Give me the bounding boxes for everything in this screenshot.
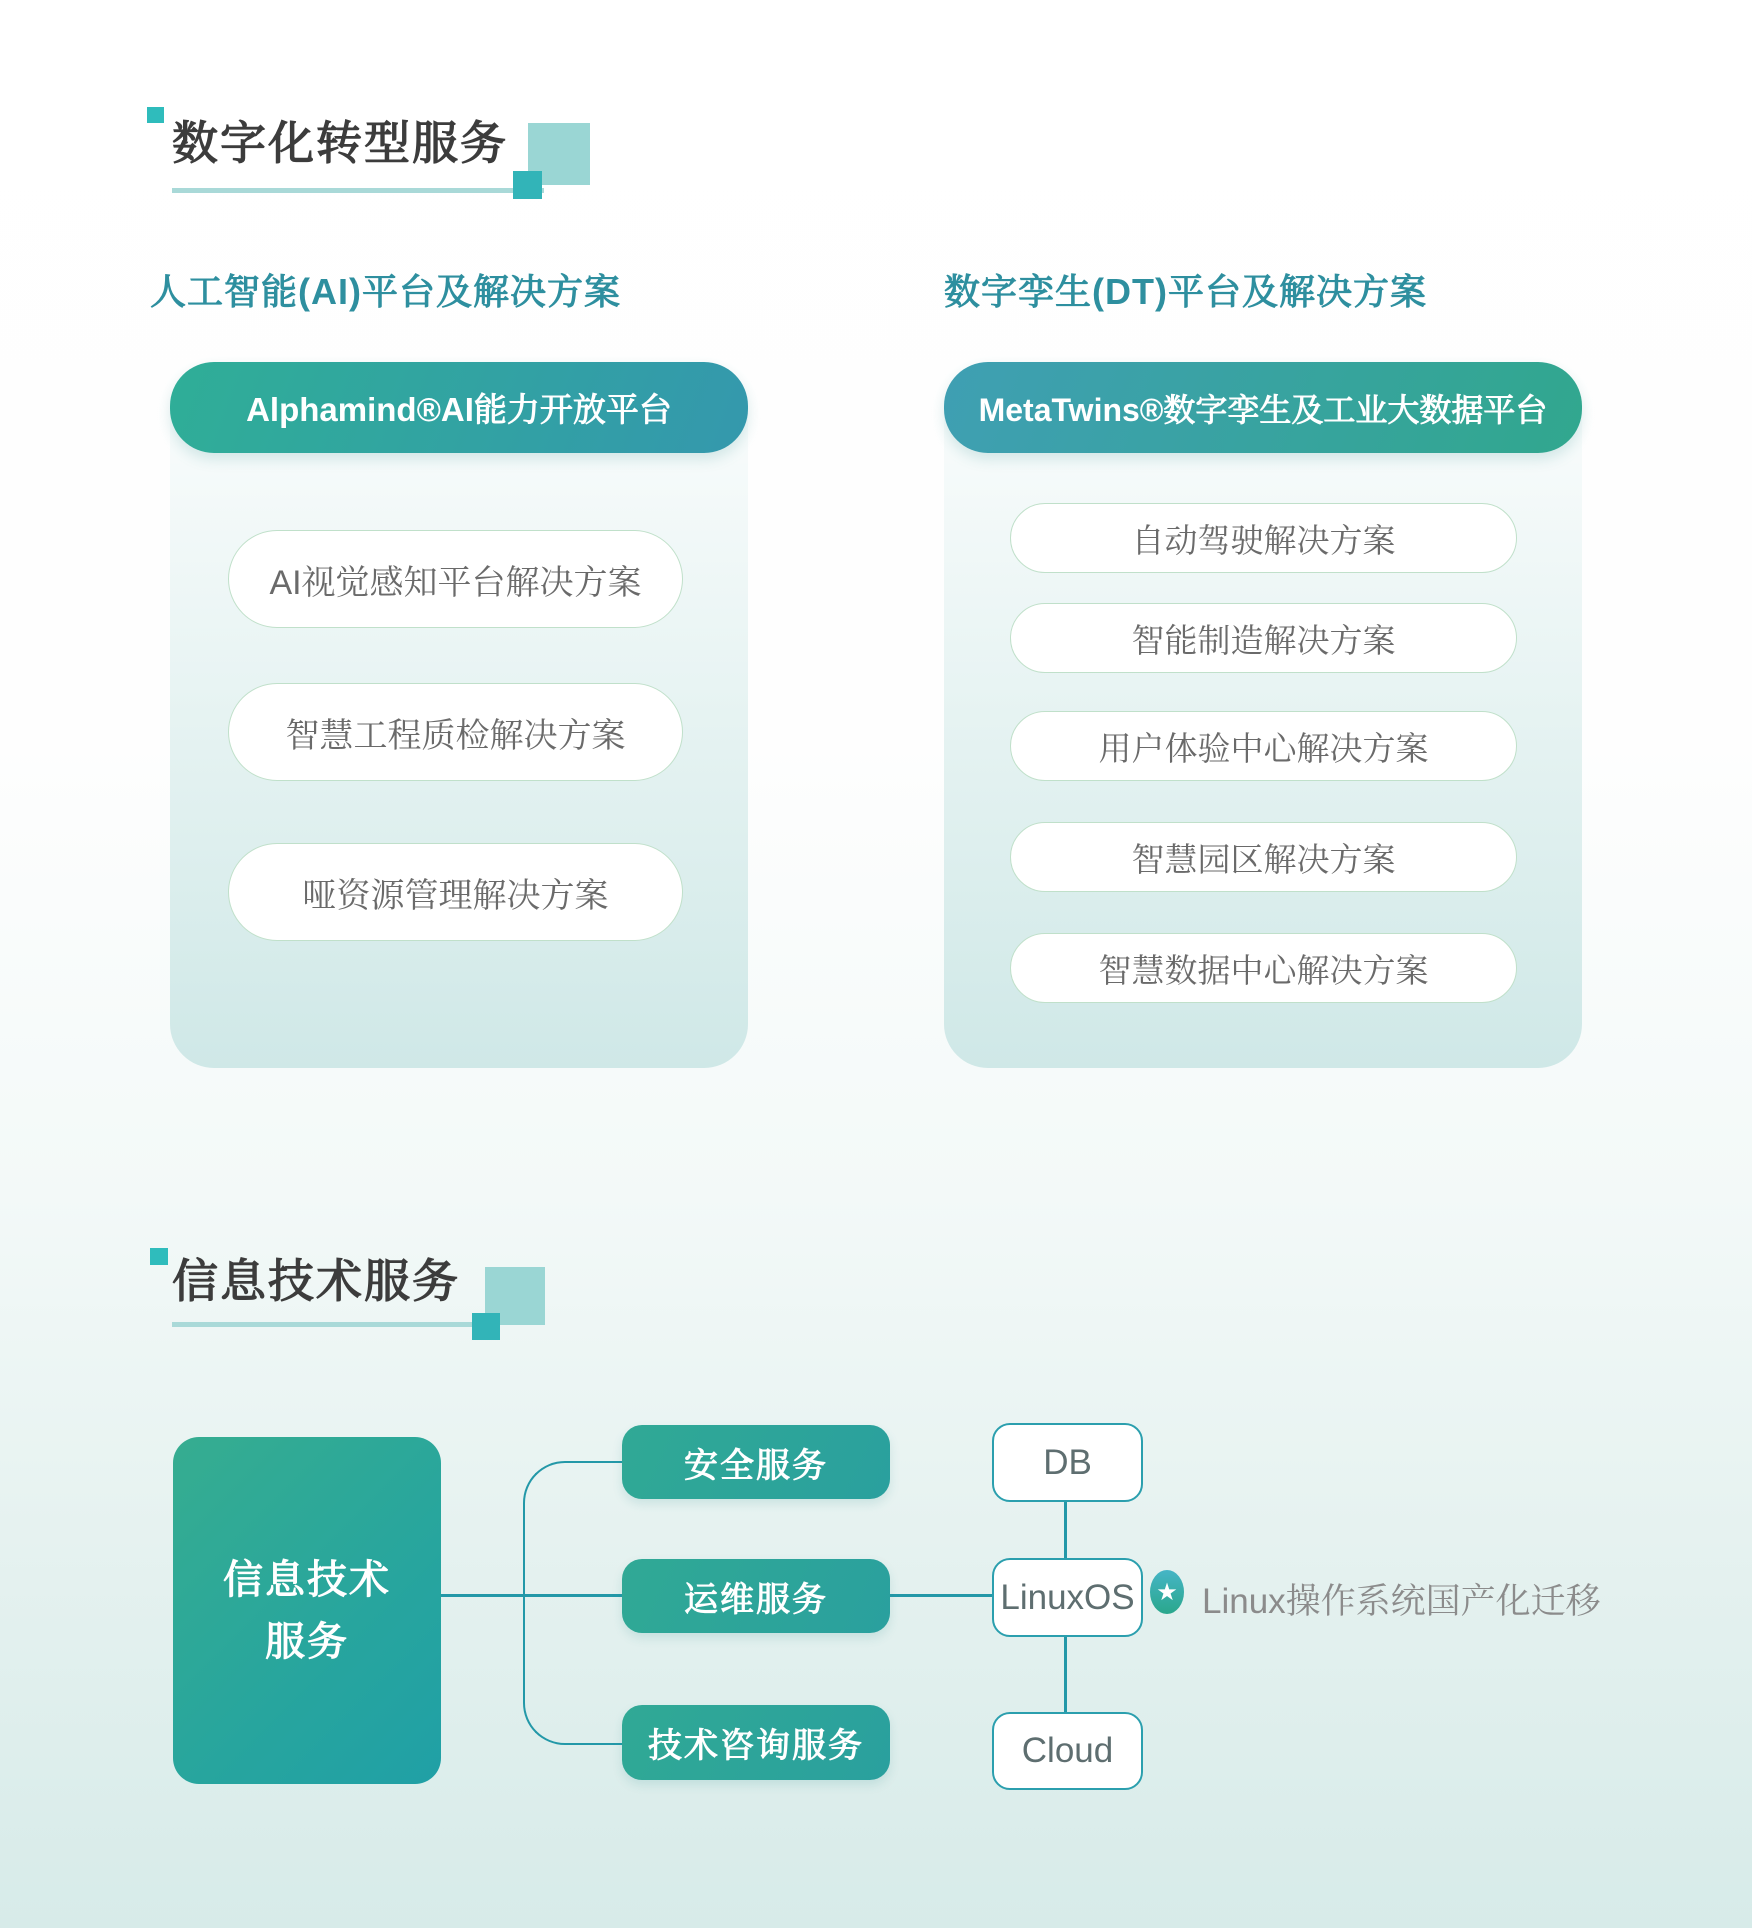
linux-migration-note: Linux操作系统国产化迁移	[1202, 1582, 1601, 1621]
service-pill-ops: 运维服务	[622, 1559, 890, 1633]
dt-platform-card	[944, 362, 1582, 1068]
solution-pill: 智能制造解决方案	[1010, 603, 1517, 673]
deco-square-small-bottom	[513, 171, 542, 199]
solution-pill: 智慧园区解决方案	[1010, 822, 1517, 892]
deco-square-small-bottom	[472, 1313, 500, 1340]
stack-box-linuxos: LinuxOS	[992, 1558, 1143, 1637]
it-root-label: 信息技术 服务	[223, 1557, 391, 1664]
title-underline	[172, 188, 544, 193]
solution-pill: 用户体验中心解决方案	[1010, 711, 1517, 781]
solution-pill: 智慧数据中心解决方案	[1010, 933, 1517, 1003]
section-digital-title: 数字化转型服务	[172, 117, 508, 169]
ai-platform-header: Alphamind®AI能力开放平台	[170, 362, 748, 453]
deco-square-small-top	[147, 107, 164, 123]
solution-pill: 哑资源管理解决方案	[228, 843, 683, 941]
service-pill-security: 安全服务	[622, 1425, 890, 1499]
solution-pill: AI视觉感知平台解决方案	[228, 530, 683, 628]
section-it-title: 信息技术服务	[172, 1255, 460, 1307]
deco-square-small-top	[150, 1248, 168, 1265]
stack-box-cloud: Cloud	[992, 1712, 1143, 1790]
ai-platform-card	[170, 362, 748, 1068]
solution-pill: 自动驾驶解决方案	[1010, 503, 1517, 573]
connector-db-linuxos	[1064, 1498, 1067, 1558]
solution-pill: 智慧工程质检解决方案	[228, 683, 683, 781]
connector-linuxos-cloud	[1064, 1633, 1067, 1712]
dt-column-heading: 数字孪生(DT)平台及解决方案	[944, 271, 1427, 312]
title-underline	[172, 1322, 474, 1327]
it-services-root-box	[173, 1437, 441, 1784]
star-icon: ★	[1150, 1570, 1184, 1614]
dt-platform-header: MetaTwins®数字孪生及工业大数据平台	[944, 362, 1582, 453]
connector-bracket-bottom	[523, 1595, 624, 1745]
stack-box-db: DB	[992, 1423, 1143, 1502]
connector-bracket-top	[523, 1461, 624, 1597]
ai-column-heading: 人工智能(AI)平台及解决方案	[150, 271, 621, 312]
service-pill-consulting: 技术咨询服务	[622, 1705, 890, 1780]
